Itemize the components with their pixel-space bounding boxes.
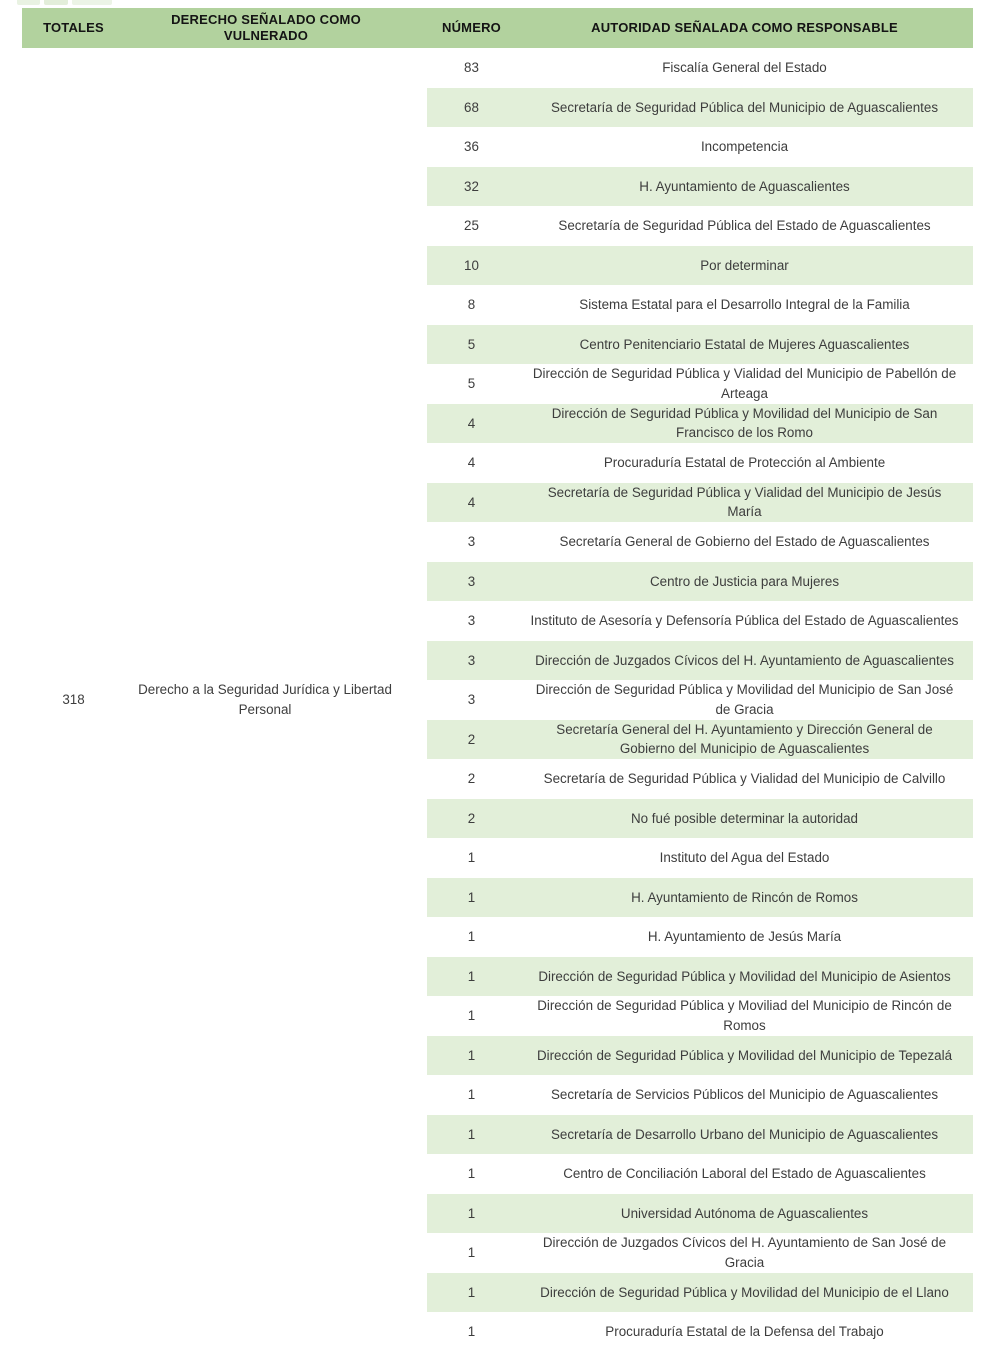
numero-cell: 1 <box>467 929 476 945</box>
numero-cell: 8 <box>467 297 476 313</box>
numero-cell: 10 <box>464 257 479 273</box>
autoridad-cell: Dirección de Seguridad Pública y Movilidad del Municipio de Tepezalá <box>536 1047 953 1063</box>
numero-cell: 3 <box>467 692 476 708</box>
authority-rows <box>427 48 973 1352</box>
table-row <box>427 88 973 128</box>
table-row <box>427 483 973 523</box>
autoridad-cell: Dirección de Seguridad Pública y Vialidad del Municipio de Pabellón de Arteaga <box>532 366 957 401</box>
autoridad-cell: Fiscalía General del Estado <box>662 60 827 75</box>
numero-cell: 4 <box>467 455 476 471</box>
numero-cell: 4 <box>467 494 476 510</box>
autoridad-cell: H. Ayuntamiento de Aguascalientes <box>639 178 850 194</box>
table-row <box>427 48 973 88</box>
header-autoridad-responsable: AUTORIDAD SEÑALADA COMO RESPONSABLE <box>591 20 898 35</box>
autoridad-cell: Secretaría de Seguridad Pública y Vialidad del Municipio de Jesús María <box>547 484 942 520</box>
table-row <box>427 917 973 957</box>
artifact-block <box>44 0 68 5</box>
autoridad-cell: Secretaría General del H. Ayuntamiento y Dirección General de Gobierno del Municipio de Aguascalientes <box>556 721 933 757</box>
autoridad-cell: Incompetencia <box>700 139 789 154</box>
autoridad-cell: Dirección de Seguridad Pública y Movilidad del Municipio de San Francisco de los Romo <box>551 405 938 441</box>
numero-cell: 3 <box>467 573 476 589</box>
autoridad-cell: Dirección de Juzgados Cívicos del H. Ayuntamiento de Aguascalientes <box>535 652 954 668</box>
artifact-block <box>17 0 40 5</box>
table-row <box>427 759 973 799</box>
numero-cell: 1 <box>467 1324 476 1340</box>
table-row <box>427 443 973 483</box>
autoridad-cell: Universidad Autónoma de Aguascalientes <box>620 1205 869 1221</box>
autoridad-cell: No fué posible determinar la autoridad <box>630 810 859 826</box>
table-row <box>427 1233 973 1273</box>
numero-cell: 2 <box>467 731 476 747</box>
autoridad-cell: Procuraduría Estatal de Protección al Ambiente <box>603 455 886 470</box>
table-row <box>427 325 973 365</box>
autoridad-cell: Centro de Justicia para Mujeres <box>649 573 840 589</box>
autoridad-cell: Dirección de Seguridad Pública y Movilidad del Municipio de el Llano <box>540 1284 949 1300</box>
numero-cell: 3 <box>467 534 476 550</box>
table-row <box>427 838 973 878</box>
numero-cell: 1 <box>467 1047 476 1063</box>
numero-cell: 1 <box>467 1205 476 1221</box>
derecho-value: Derecho a la Seguridad Jurídica y Libertad Personal <box>138 681 392 717</box>
numero-cell: 1 <box>467 1166 476 1182</box>
autoridad-cell: Secretaría de Seguridad Pública del Municipio de Aguascalientes <box>550 99 939 115</box>
table-row <box>427 1115 973 1155</box>
header-derecho-vulnerado: DERECHO SEÑALADO COMO VULNERADO <box>171 12 361 43</box>
numero-cell: 5 <box>467 376 476 392</box>
numero-cell: 1 <box>467 1008 476 1024</box>
table-row <box>427 1273 973 1313</box>
autoridad-cell: Procuraduría Estatal de la Defensa del Trabajo <box>605 1324 884 1339</box>
table-row <box>427 206 973 246</box>
table-row <box>427 167 973 207</box>
autoridad-cell: Dirección de Seguridad Pública y Moviliad del Municipio de Rincón de Romos <box>537 998 952 1033</box>
numero-cell: 3 <box>467 652 476 668</box>
numero-cell: 25 <box>464 218 479 234</box>
autoridad-cell: Sistema Estatal para el Desarrollo Integral de la Familia <box>579 297 910 312</box>
table-row <box>427 799 973 839</box>
table-row <box>427 562 973 602</box>
autoridad-cell: H. Ayuntamiento de Rincón de Romos <box>631 889 858 905</box>
numero-cell: 2 <box>467 771 476 787</box>
numero-cell: 1 <box>467 1245 476 1261</box>
autoridad-cell: Dirección de Juzgados Cívicos del H. Ayuntamiento de San José de Gracia <box>542 1235 947 1270</box>
numero-cell: 1 <box>467 968 476 984</box>
table-row <box>427 680 973 720</box>
numero-cell: 5 <box>467 336 476 352</box>
numero-cell: 1 <box>467 1126 476 1142</box>
numero-cell: 1 <box>467 1284 476 1300</box>
table-row <box>427 878 973 918</box>
autoridad-cell: H. Ayuntamiento de Jesús María <box>647 929 842 944</box>
autoridad-cell: Instituto del Agua del Estado <box>659 850 830 865</box>
table-row <box>427 1154 973 1194</box>
table-row <box>427 285 973 325</box>
table-row <box>427 996 973 1036</box>
table-row <box>427 522 973 562</box>
numero-cell: 32 <box>464 178 479 194</box>
table-body <box>22 48 973 1352</box>
autoridad-cell: Centro de Conciliación Laboral del Estado de Aguascalientes <box>563 1166 926 1181</box>
numero-cell: 3 <box>467 613 476 629</box>
totales-value: 318 <box>62 692 85 708</box>
numero-cell: 68 <box>464 99 479 115</box>
autoridad-cell: Secretaría de Servicios Públicos del Municipio de Aguascalientes <box>550 1087 939 1102</box>
table-row <box>427 1312 973 1352</box>
autoridad-cell: Centro Penitenciario Estatal de Mujeres Aguascalientes <box>579 336 910 352</box>
header-numero: NÚMERO <box>442 20 501 35</box>
table-row <box>427 601 973 641</box>
table-row <box>427 364 973 404</box>
table-row <box>427 127 973 167</box>
table-row <box>427 641 973 681</box>
autoridad-cell: Secretaría de Seguridad Pública y Vialidad del Municipio de Calvillo <box>543 771 946 786</box>
authorities-table <box>22 8 973 1352</box>
numero-cell: 1 <box>467 850 476 866</box>
table-row <box>427 404 973 444</box>
numero-cell: 4 <box>467 415 476 431</box>
merged-left-cells <box>22 48 427 1352</box>
table-row <box>427 246 973 286</box>
numero-cell: 36 <box>464 139 479 155</box>
table-row <box>427 1075 973 1115</box>
autoridad-cell: Secretaría de Desarrollo Urbano del Municipio de Aguascalientes <box>550 1126 939 1142</box>
header-totales: TOTALES <box>43 20 104 35</box>
numero-cell: 83 <box>464 60 479 76</box>
autoridad-cell: Dirección de Seguridad Pública y Movilidad del Municipio de San José de Gracia <box>535 682 954 717</box>
table-row <box>427 1036 973 1076</box>
artifact-block <box>72 0 112 5</box>
page-top-artifact <box>17 0 112 5</box>
numero-cell: 2 <box>467 810 476 826</box>
autoridad-cell: Por determinar <box>700 257 789 273</box>
autoridad-cell: Instituto de Asesoría y Defensoría Pública del Estado de Aguascalientes <box>530 613 959 628</box>
table-row <box>427 1194 973 1234</box>
table-row <box>427 720 973 760</box>
autoridad-cell: Secretaría General de Gobierno del Estado de Aguascalientes <box>559 534 930 549</box>
autoridad-cell: Secretaría de Seguridad Pública del Estado de Aguascalientes <box>558 218 931 233</box>
numero-cell: 1 <box>467 1087 476 1103</box>
autoridad-cell: Dirección de Seguridad Pública y Movilidad del Municipio de Asientos <box>538 968 951 984</box>
numero-cell: 1 <box>467 889 476 905</box>
table-header-row <box>22 8 973 48</box>
table-row <box>427 957 973 997</box>
